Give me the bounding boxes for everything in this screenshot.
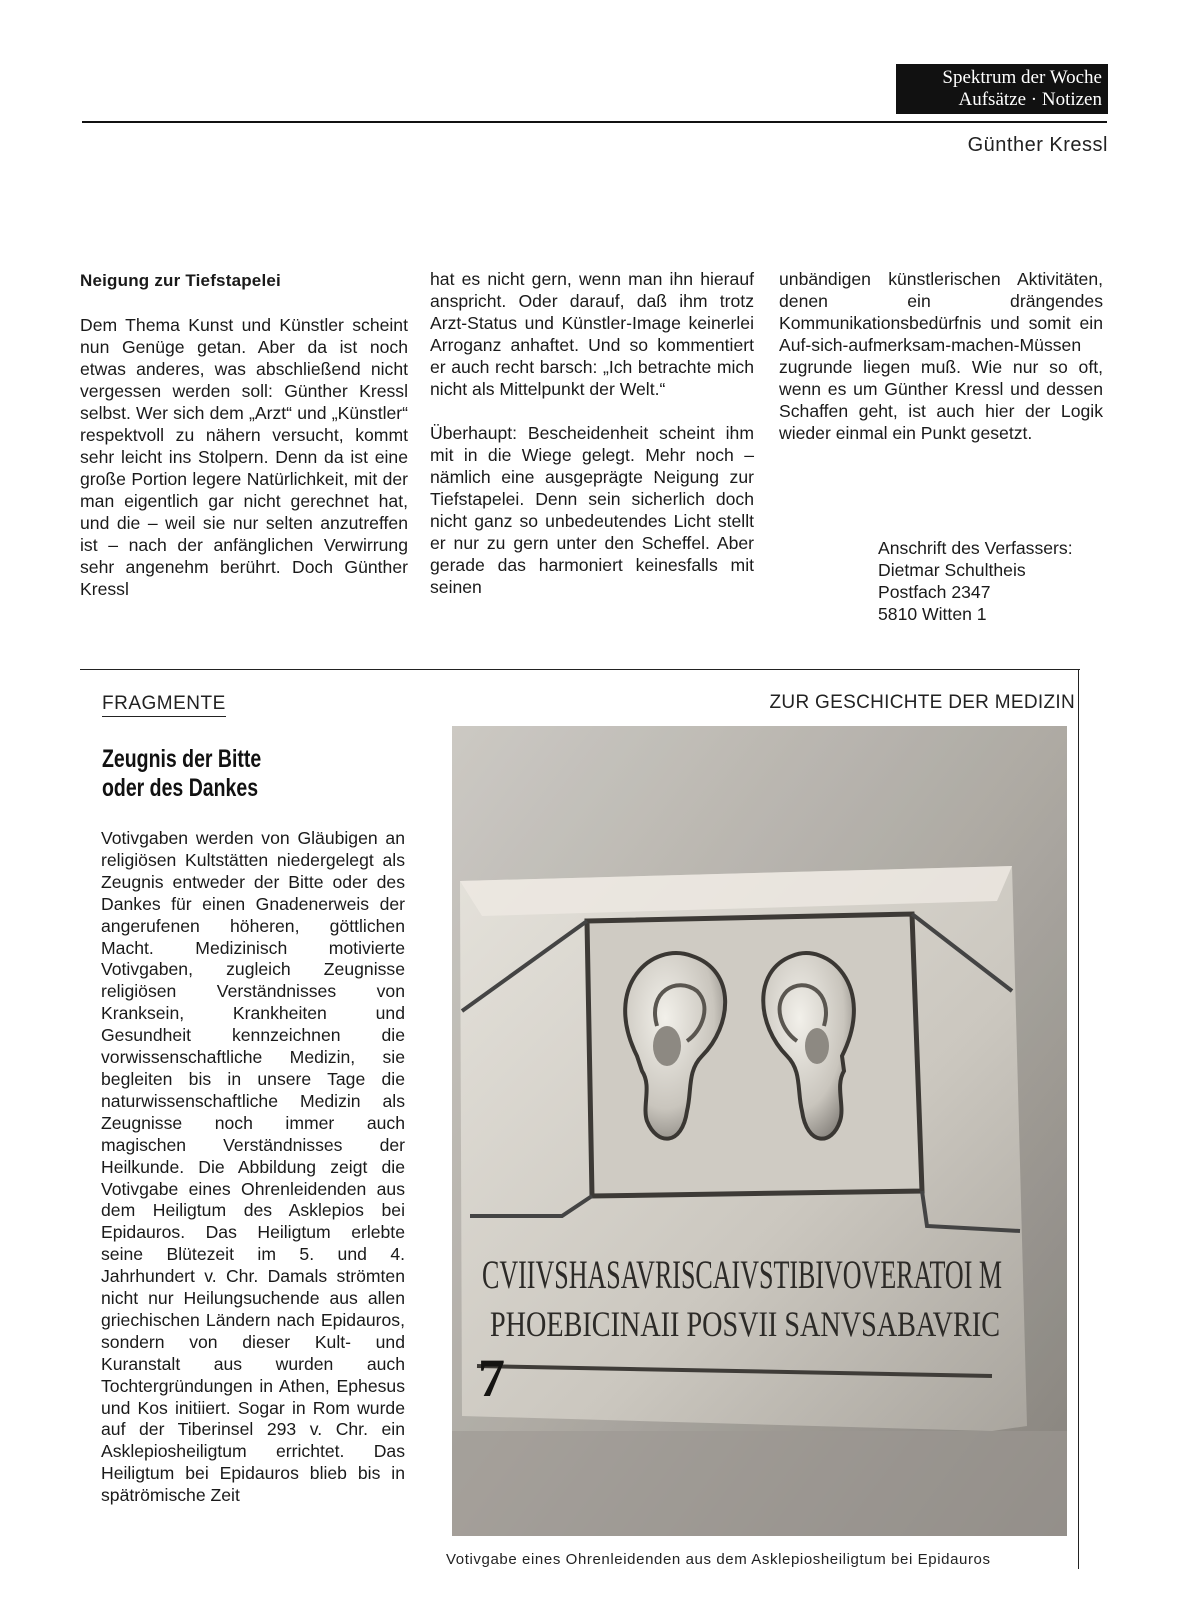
inscription-line-2: PHOEBICINAII POSVII SANVSABAVRIC (490, 1304, 1000, 1344)
header-rule (82, 121, 1107, 123)
article-column-2 (430, 268, 754, 598)
headline-line: Zeugnis der Bitte (102, 745, 262, 773)
article-column-3 (779, 268, 1103, 444)
section-badge-line1: Spektrum der Woche (942, 67, 1102, 88)
article-column-1 (80, 270, 408, 600)
inventory-number: 7 (478, 1348, 505, 1408)
box-top-rule (80, 669, 1080, 670)
headline-line: oder des Dankes (102, 774, 259, 802)
article-paragraph: Überhaupt: Bescheidenheit scheint ihm mit in die Wiege gelegt. Mehr noch – nämlich eine ausgeprägte Neigung zur Tiefstapelei. Denn sein sicherlich doch nicht ganz so unbedeutendes Licht stellt er nur zu gern unter den Scheffel. Aber gerade das harmoniert keinesfalls mit seinen (430, 423, 754, 597)
photo-caption: Votivgabe eines Ohrenleidenden aus dem Asklepiosheiligtum bei Epidauros (446, 1551, 991, 1568)
fragment-headline (102, 745, 336, 803)
fragment-body: Votivgaben werden von Gläubigen an religiösen Kultstätten niedergelegt als Zeugnis entweder der Bitte oder des Dankes für einen Gnadenerweis der angerufenen höheren, göttlichen Macht. Medizinisch motivierte Votivgaben, zugleich Zeugnisse religiösen Verständnisses von Kranksein, Krankheiten und Gesundheit kennzeichnen die vorwissenschaftliche Medizin, sie begleiten bis in unsere Tage die naturwissenschaftliche Medizin als Zeugnisse noch immer auch magischen Verständnisses der Heilkunde. Die Abbildung zeigt die Votivgabe eines Ohrenleidenden aus dem Heiligtum des Asklepios bei Epidauros. Das Heiligtum erlebte seine Blütezeit im 5. und 4. Jahrhundert v. Chr. Damals strömten nicht nur Heilungsuchende aus allen griechischen Ländern nach Epidauros, sondern von dieser Kult- und Kuranstalt aus wurden auch Tochtergründungen in Athen, Ephesus und Kos initiiert. Sogar in Rom wurde auf der Tiberinsel 293 v. Chr. ein Asklepiosheiligtum errichtet. Das Heiligtum bei Epidauros blieb bis in spätrömische Zeit (101, 828, 405, 1506)
address-line: Postfach 2347 (878, 582, 991, 602)
address-line: Anschrift des Verfassers: (878, 538, 1073, 558)
fragment-rubric: ZUR GESCHICHTE DER MEDIZIN (769, 692, 1075, 713)
author-address (878, 537, 1073, 625)
inscription-line-1: CVIIVSHASAVRISCAIVSTIBIVOVERATOI M (482, 1252, 1002, 1297)
section-badge (896, 64, 1108, 114)
article-paragraph: hat es nicht gern, wenn man ihn hierauf anspricht. Oder darauf, daß ihm trotz Arzt-Status und Künstler-Image keinerlei Arroganz anhaftet. Und so kommentiert er auch recht barsch: „Ich betrachte mich nicht als Mittelpunkt der Welt.“ (430, 269, 754, 399)
box-right-rule (1078, 669, 1079, 1569)
author-name: Günther Kressl (967, 134, 1108, 156)
address-line: Dietmar Schultheis (878, 560, 1026, 580)
address-line: 5810 Witten 1 (878, 604, 987, 624)
article-paragraph: unbändigen künstlerischen Aktivitäten, denen ein drängendes Kommunikationsbedürfnis und somit ein Auf-sich-aufmerksam-machen-Müssen zugrunde liegen muß. Wie nur so oft, wenn es um Günther Kressl und dessen Schaffen geht, ist auch hier der Logik wieder einmal ein Punkt gesetzt. (779, 269, 1103, 443)
votive-relief-photo (452, 726, 1067, 1536)
article-paragraph: Dem Thema Kunst und Künstler scheint nun Genüge getan. Aber da ist noch etwas anderes, was abschließend nicht vergessen werden soll: Günther Kressl selbst. Wer sich dem „Arzt“ und „Künstler“ respektvoll zu nähern versucht, kommt sehr leicht ins Stolpern. Denn da ist eine große Portion legere Natürlichkeit, mit der man eigentlich gar nicht gerechnet hat, und die – weil sie nur selten anzutreffen ist – nach der anfänglichen Verwirrung sehr angenehm berührt. Doch Günther Kressl (80, 315, 408, 599)
section-heading: Neigung zur Tiefstapelei (80, 271, 281, 290)
section-badge-line2: Aufsätze · Notizen (958, 89, 1102, 110)
fragment-kicker: FRAGMENTE (102, 693, 226, 717)
